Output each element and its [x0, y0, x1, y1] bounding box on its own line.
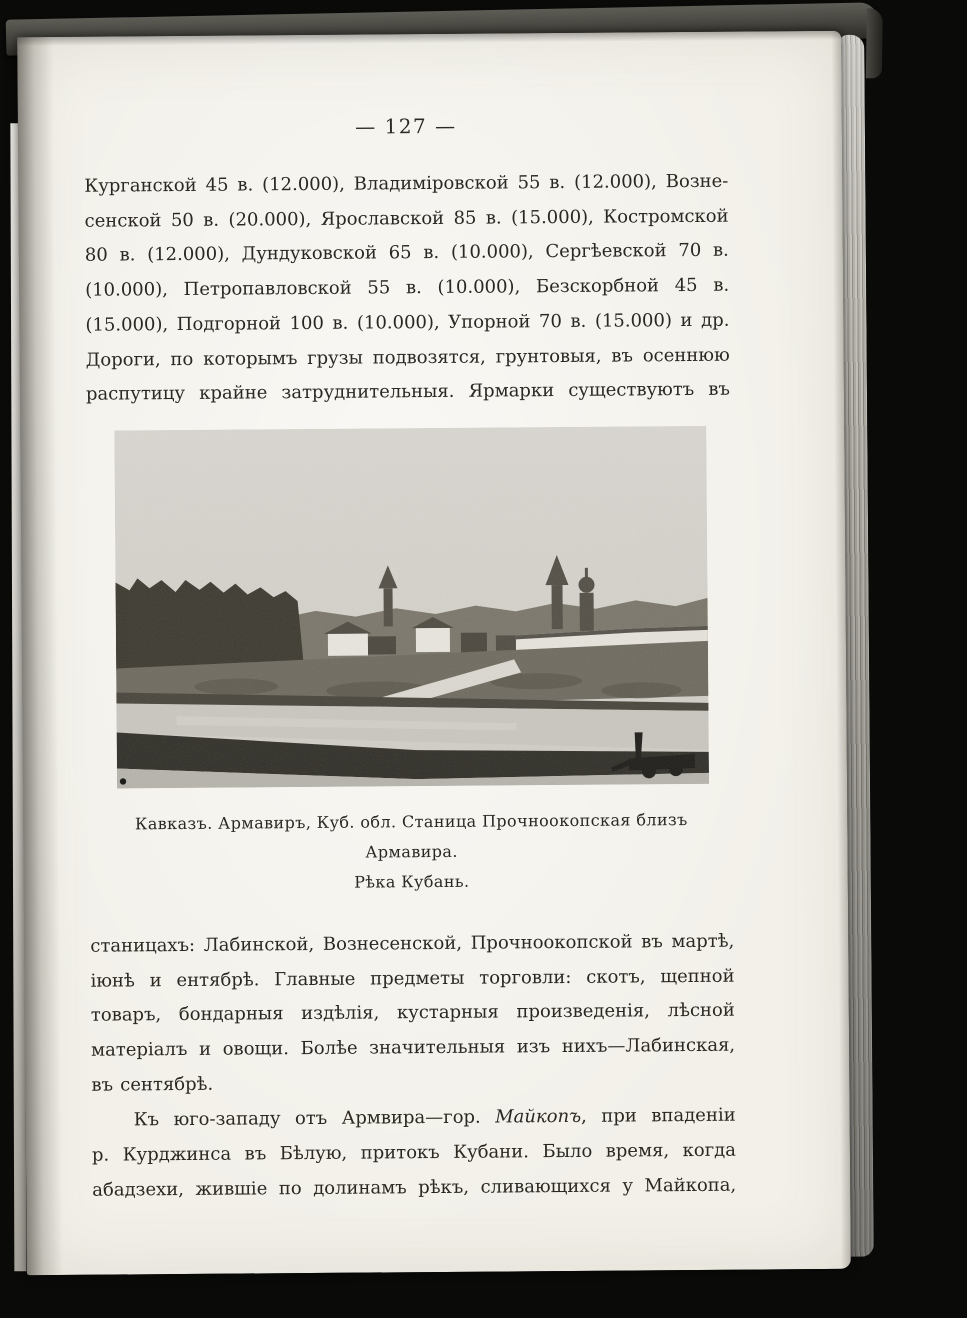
- text-line: іюнѣ и ентябрѣ. Главные предметы торговли: скотъ, щепной: [90, 965, 735, 992]
- text-line: въ сентябрѣ.: [91, 1073, 214, 1096]
- photo-caption-line2: Рѣка Кубань.: [354, 871, 470, 892]
- photo-caption-line1: Кавказъ. Армавиръ, Куб. обл. Станица Прочноокопская близъ Армавира.: [134, 809, 688, 862]
- text-segment: Къ юго-западу отъ Армвира—гор.: [133, 1106, 496, 1131]
- photo-caption: [89, 805, 734, 900]
- text-line: (10.000), Петропавловской 55 в. (10.000), Безскорбной 45 в.: [85, 274, 730, 301]
- page-content: [83, 32, 736, 1209]
- photo-grain: [114, 426, 709, 789]
- text-line: [92, 1099, 736, 1139]
- page-number: — 127 —: [355, 113, 457, 139]
- paragraph-distances: [84, 165, 730, 413]
- text-line: сенской 50 в. (20.000), Ярославской 85 в. (15.000), Костромской: [84, 205, 729, 232]
- text-line: матеріалъ и овощи. Болѣе значительныя изъ нихъ—Лабинская,: [91, 1034, 736, 1061]
- text-line: Курганской 45 в. (12.000), Владиміровской 55 в. (12.000), Возне-: [84, 170, 729, 197]
- photo-prochnookopskaya: [114, 426, 709, 789]
- paragraph-maikop: [92, 1099, 737, 1208]
- text-line: 80 в. (12.000), Дундуковской 65 в. (10.000), Сергѣевской 70 в.: [84, 240, 729, 267]
- text-segment: , при впаденіи: [581, 1105, 736, 1128]
- text-line: товаръ, бондарныя издѣлія, кустарныя произведенія, лѣсной: [90, 999, 735, 1027]
- paragraph-fairs: [90, 925, 735, 1104]
- text-line: р. Курджинса въ Бѣлую, притокъ Кубани. Было время, когда: [91, 1139, 737, 1166]
- text-line: распутицу крайне затруднительныя. Ярмарки существуютъ въ: [85, 378, 731, 405]
- book-page: [17, 31, 851, 1275]
- text-line: Дороги, по которымъ грузы подвозятся, грунтовыя, въ осеннюю: [85, 344, 730, 371]
- text-line: абадзехи, жившіе по долинамъ рѣкъ, сливающихся у Майкопа,: [92, 1174, 737, 1201]
- text-italic-maikop: Майкопъ: [495, 1106, 582, 1128]
- text-line: станицахъ: Лабинской, Вознесенской, Прочноокопской въ мартѣ,: [90, 930, 735, 957]
- text-line: (15.000), Подгорной 100 в. (10.000), Упорной 70 в. (15.000) и др.: [85, 309, 730, 336]
